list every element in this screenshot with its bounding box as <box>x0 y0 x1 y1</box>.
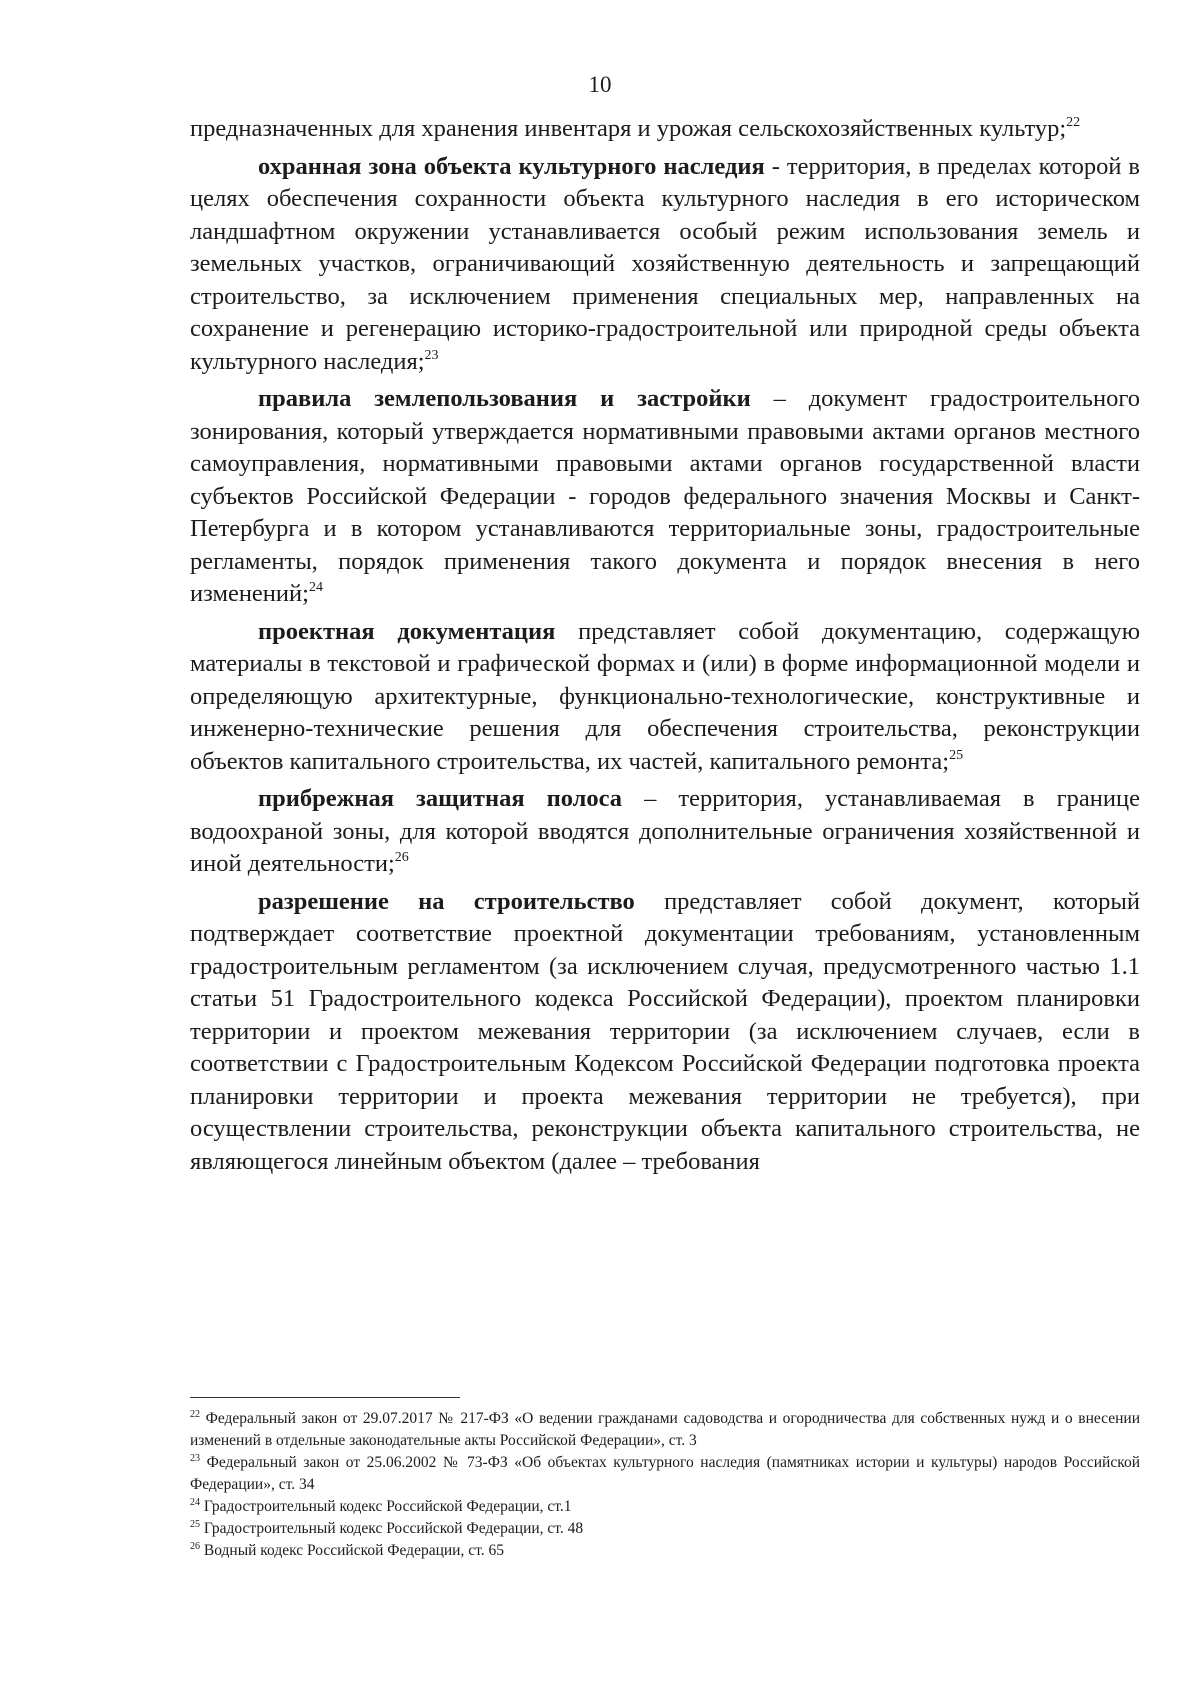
defined-term: охранная зона объекта культурного наследия <box>258 152 765 180</box>
footnote <box>190 1452 1140 1496</box>
footnote-number: 24 <box>190 1497 200 1508</box>
defined-term: правила землепользования и застройки <box>258 385 751 412</box>
definition-paragraph <box>190 783 1140 881</box>
footnote-text: Градостроительный кодекс Российской Федерации, ст.1 <box>203 1498 572 1515</box>
footnote-text: Водный кодекс Российской Федерации, ст. 65 <box>203 1542 504 1559</box>
paragraph-text: предназначенных для хранения инвентаря и урожая сельскохозяйственных культур; <box>190 115 1067 142</box>
footnote-text: Градостроительный кодекс Российской Федерации, ст. 48 <box>203 1520 584 1537</box>
definition-text: представляет собой документацию, содержащую материалы в текстовой и графической формах и (или) в форме информационной модели и определяющую архитектурные, функционально-технологические, конструктивные и инженерно-технические решения для обеспечения строительства, реконструкции объектов капитального строительства, их частей, капитального ремонта; <box>190 617 1140 775</box>
definition-paragraph <box>190 151 1140 379</box>
footnote-ref: 26 <box>394 850 409 865</box>
main-text <box>190 113 1140 1183</box>
defined-term: проектная документация <box>258 617 556 645</box>
defined-term: разрешение на строительство <box>258 887 635 915</box>
footnote-text: Федеральный закон от 29.07.2017 № 217-ФЗ «О ведении гражданами садоводства и огородничества для собственных нужд и о внесении изменений в отдельные законодательные акты Российской Федерации», ст. 3 <box>190 1410 1141 1449</box>
footnote <box>190 1408 1140 1452</box>
footnote-number: 26 <box>190 1541 200 1552</box>
footnote-ref: 23 <box>424 347 439 363</box>
footnote-number: 22 <box>190 1409 200 1420</box>
footnote <box>190 1540 1140 1562</box>
page-number: 10 <box>588 72 612 97</box>
definition-text: представляет собой документ, который подтверждает соответствие проектной документации требованиям, установленным градостроительным регламентом (за исключением случая, предусмотренного частью 1.1 статьи 51 Градостроительного кодекса Российской Федерации), проектом планировки территории и проектом межевания территории (за исключением случаев, если в соответствии с Градостроительным Кодексом Российской Федерации подготовка проекта планировки территории и проекта межевания территории не требуется), при осуществлении строительства, реконструкции объекта капитального строительства, не являющегося линейным объектом (далее – требования <box>190 887 1140 1175</box>
footnote <box>190 1518 1140 1540</box>
footnote-ref: 24 <box>308 580 323 595</box>
definition-text: – территория, устанавливаемая в границе водоохраной зоны, для которой вводятся дополнительные ограничения хозяйственной и иной деятельности; <box>190 785 1141 877</box>
definition-text: – документ градостроительного зонирования, который утверждается нормативными правовыми актами органов местного самоуправления, нормативными правовыми актами органов государственной власти субъектов Российской Федерации - городов федерального значения Москвы и Санкт-Петербурга и в котором устанавливаются территориальные зоны, градостроительные регламенты, порядок применения такого документа и порядок внесения в него изменений; <box>190 385 1141 607</box>
definition-paragraph <box>190 616 1140 779</box>
footnote-text: Федеральный закон от 25.06.2002 № 73-ФЗ «Об объектах культурного наследия (памятниках истории и культуры) народов Российской Федерации», ст. 34 <box>190 1454 1140 1493</box>
definition-paragraph <box>190 383 1140 611</box>
paragraph-continuation <box>190 113 1140 146</box>
footnote <box>190 1496 1140 1518</box>
defined-term: прибрежная защитная полоса <box>258 785 623 812</box>
definition-text: - территория, в пределах которой в целях обеспечения сохранности объекта культурного наследия в его историческом ландшафтном окружении устанавливается особый режим использования земель и земельных участков, ограничивающий хозяйственную деятельность и запрещающий строительство, за исключением применения специальных мер, направленных на сохранение и регенерацию историко-градостроительной или природной среды объекта культурного наследия; <box>190 152 1140 375</box>
footnote-ref: 25 <box>949 747 964 763</box>
footnotes <box>190 1408 1140 1562</box>
footnote-divider <box>190 1397 460 1398</box>
footnote-number: 23 <box>190 1453 200 1464</box>
definition-paragraph <box>190 886 1140 1179</box>
footnote-ref: 22 <box>1066 115 1081 130</box>
footnote-number: 25 <box>190 1519 200 1530</box>
